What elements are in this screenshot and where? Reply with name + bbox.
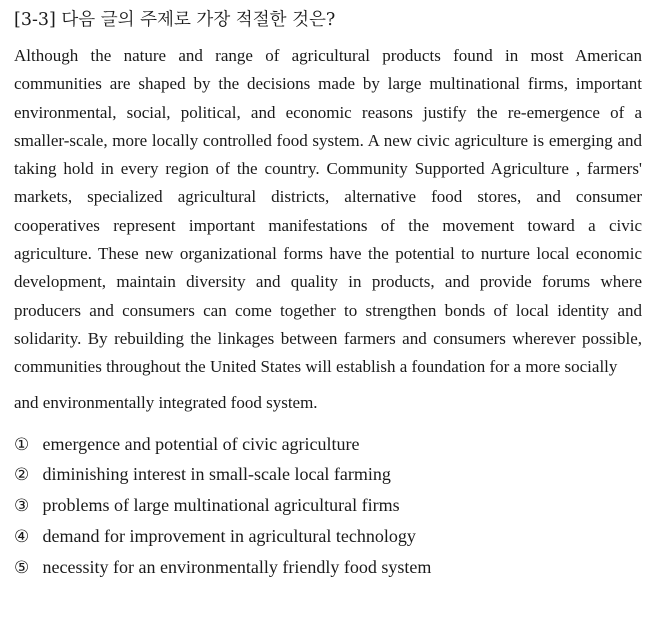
passage-body: Although the nature and range of agricultural products found in most American communities are shaped by the decisions made by large multinational firms, important environmental, social, political, and economic reasons justify the re-emergence of a smaller-scale, more locally controlled food system. A new civic agriculture is emerging and taking hold in every region of the country. Community Supported Agriculture , farmers' markets, specialized agricultural districts, alternative food stores, and consumer cooperatives represent important manifestations of the movement toward a civic agriculture. These new organizational forms have the potential to nurture local economic development, maintain diversity and quality in products, and provide forums where producers and consumers can come together to strengthen bonds of local identity and solidarity. By rebuilding the linkages between farmers and consumers wherever possible, communities throughout the United States will establish a foundation for a more socially (14, 46, 642, 377)
choice-number: ⑤ (14, 557, 30, 578)
choice-text: necessity for an environmentally friendly food system (42, 556, 432, 577)
choice-text: problems of large multinational agricultural firms (42, 495, 400, 516)
answer-choice-1[interactable] (14, 429, 641, 460)
choice-number: ① (14, 434, 30, 455)
passage-last-line: and environmentally integrated food system. (14, 392, 318, 412)
choice-number: ③ (14, 496, 30, 517)
choice-number: ④ (14, 526, 30, 547)
answer-choice-5[interactable] (14, 552, 641, 583)
answer-choice-4[interactable] (14, 521, 641, 552)
answer-choices (14, 429, 641, 583)
answer-choice-3[interactable] (14, 490, 641, 521)
choice-text: demand for improvement in agricultural technology (42, 525, 416, 546)
choice-text: diminishing interest in small-scale local farming (42, 464, 391, 485)
choice-number: ② (14, 465, 30, 486)
choice-text: emergence and potential of civic agriculture (42, 433, 360, 454)
answer-choice-2[interactable] (14, 459, 641, 490)
question-title: [3-3] 다음 글의 주제로 가장 적절한 것은? (14, 10, 336, 30)
